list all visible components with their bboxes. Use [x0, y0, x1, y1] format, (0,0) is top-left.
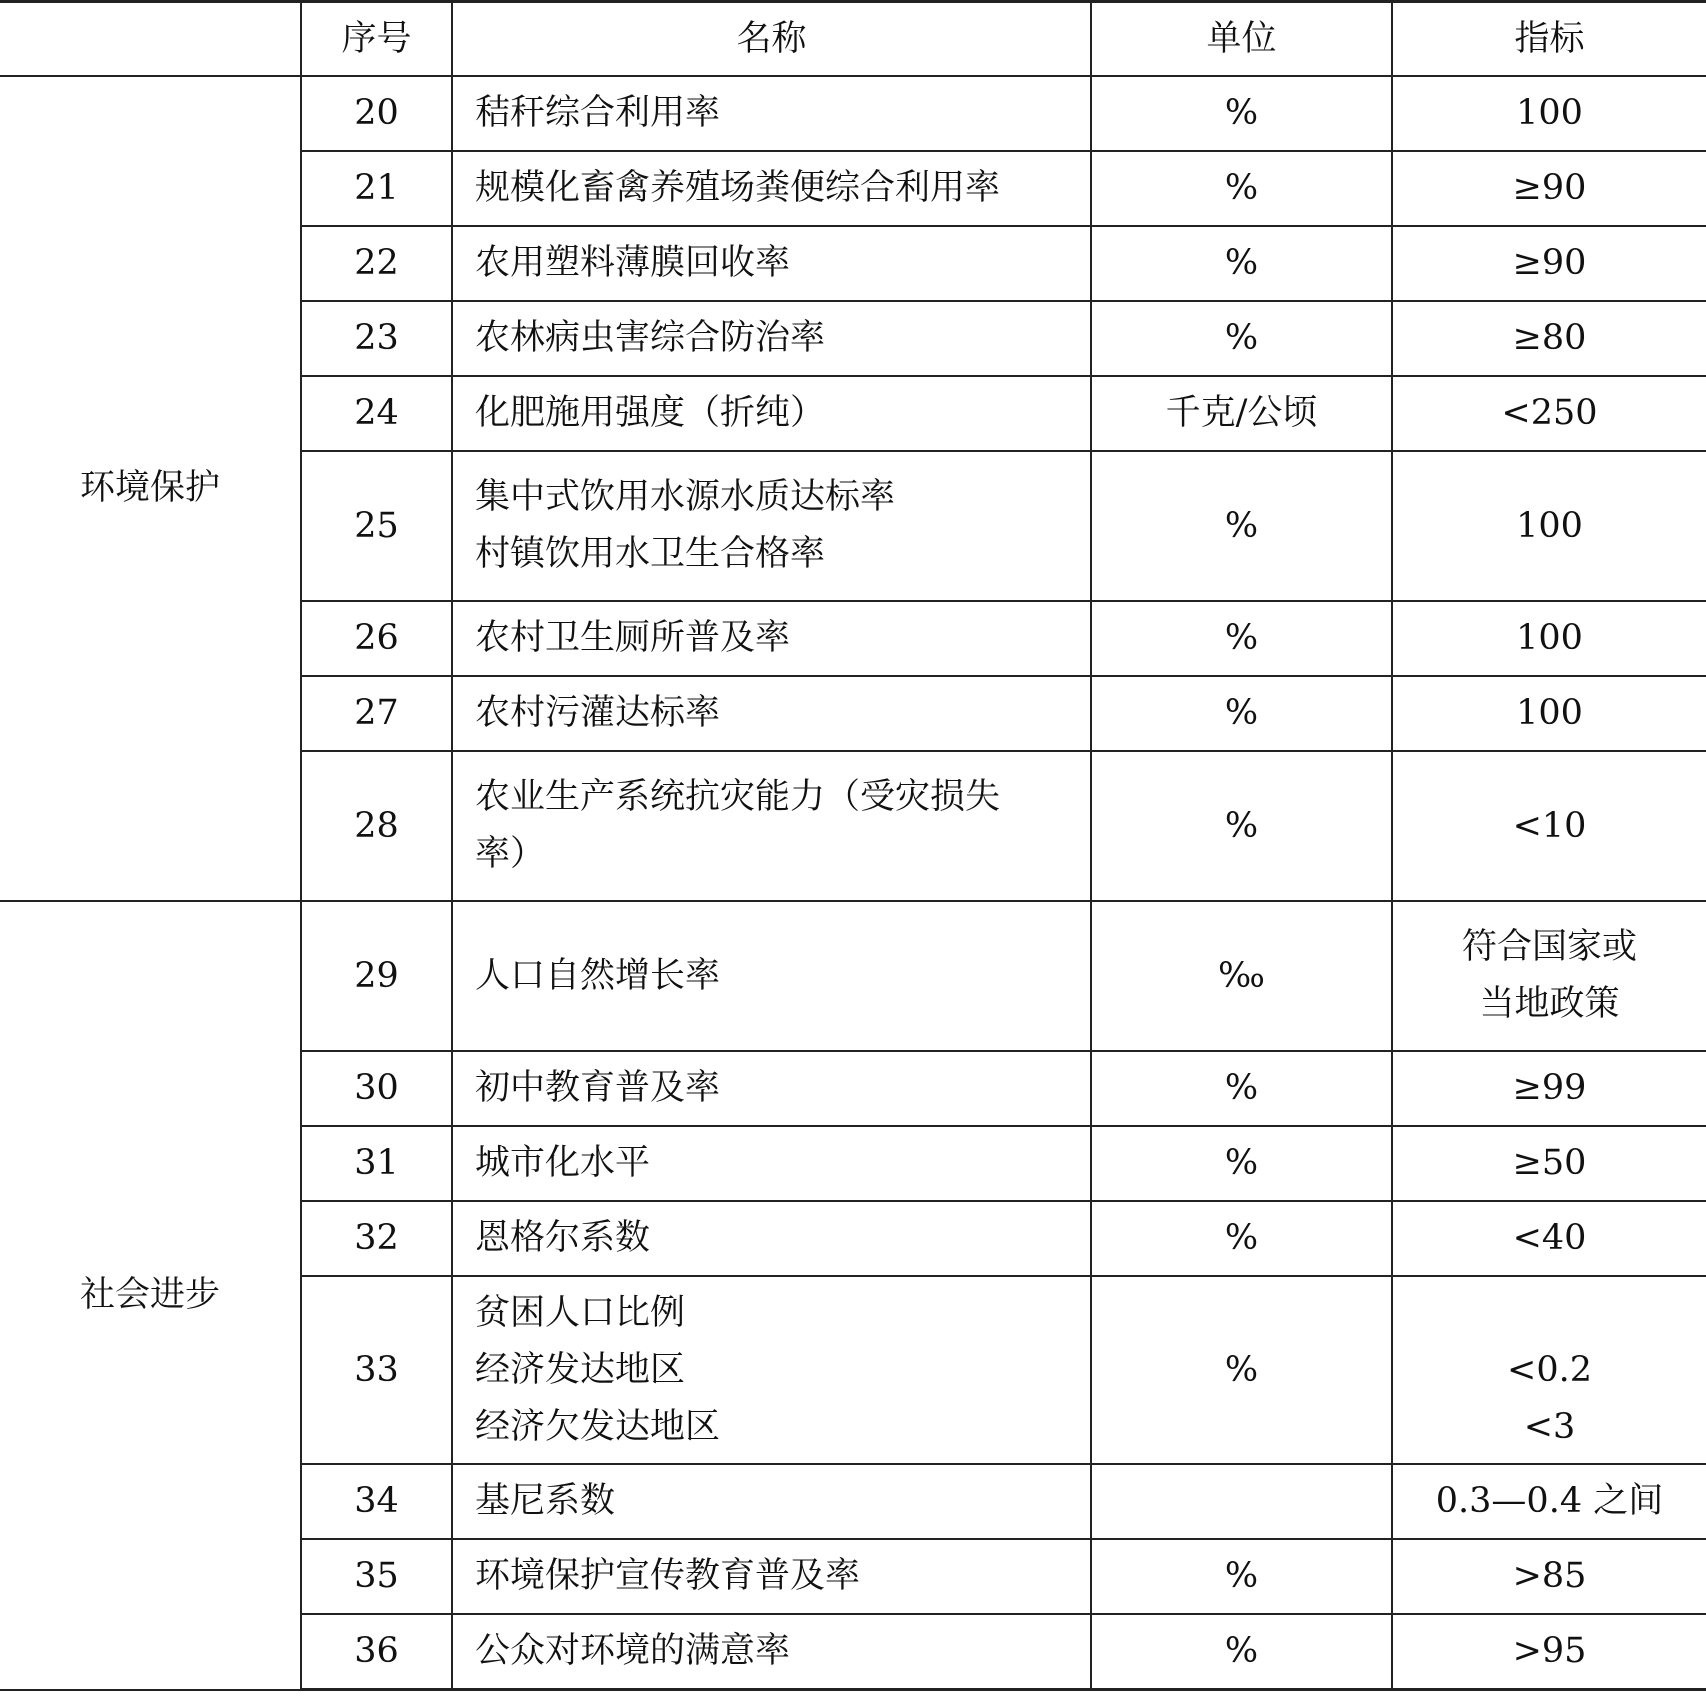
row-indicator-line: <3 [1523, 1406, 1576, 1447]
row-indicator [1392, 676, 1706, 751]
row-no: 22 [301, 226, 452, 301]
row-indicator-line: ≥50 [1512, 1143, 1587, 1183]
row-no: 23 [301, 301, 452, 376]
row-no: 34 [301, 1464, 452, 1539]
row-name [452, 301, 1091, 376]
row-name [452, 1464, 1091, 1539]
row-name-line: 化肥施用强度（折纯） [475, 393, 826, 433]
row-unit: % [1091, 1051, 1392, 1126]
row-name [452, 1201, 1091, 1276]
row-indicator [1392, 1464, 1706, 1539]
row-name [452, 1051, 1091, 1126]
table-row [0, 901, 1706, 1051]
row-name-line: 农林病虫害综合防治率 [475, 318, 826, 358]
row-unit: % [1091, 226, 1392, 301]
row-indicator-line: >95 [1512, 1631, 1587, 1671]
row-unit: % [1091, 751, 1392, 901]
row-indicator [1392, 451, 1706, 601]
row-name-line: 恩格尔系数 [475, 1218, 651, 1258]
row-indicator [1392, 226, 1706, 301]
table-row [0, 76, 1706, 151]
group-label-env: 环境保护 [0, 76, 301, 901]
row-no: 20 [301, 76, 452, 151]
row-indicator [1392, 376, 1706, 451]
row-name-line: 秸秆综合利用率 [475, 93, 721, 133]
row-no: 36 [301, 1614, 452, 1690]
row-unit: % [1091, 1539, 1392, 1614]
row-indicator [1392, 301, 1706, 376]
row-name [452, 151, 1091, 226]
row-indicator-line: <10 [1512, 805, 1587, 846]
row-no: 24 [301, 376, 452, 451]
row-name-line: 环境保护宣传教育普及率 [475, 1556, 861, 1596]
row-indicator [1392, 1539, 1706, 1614]
row-name [452, 901, 1091, 1051]
row-no: 33 [301, 1276, 452, 1464]
row-indicator-line: >85 [1512, 1556, 1587, 1596]
row-name [452, 751, 1091, 901]
row-name-line: 农村污灌达标率 [475, 693, 721, 733]
header-no: 序号 [301, 2, 452, 77]
row-unit: 千克/公顷 [1091, 376, 1392, 451]
row-indicator-line: 0.3—0.4 之间 [1435, 1481, 1664, 1521]
row-indicator [1392, 1126, 1706, 1201]
row-indicator [1392, 1201, 1706, 1276]
row-indicator-line: 100 [1516, 505, 1583, 546]
row-name [452, 1126, 1091, 1201]
row-indicator-line: ≥90 [1512, 243, 1587, 283]
row-name [452, 1276, 1091, 1464]
row-name-line: 基尼系数 [475, 1481, 616, 1521]
row-unit: % [1091, 601, 1392, 676]
row-indicator-line: ≥80 [1512, 318, 1587, 358]
row-name-line: 经济欠发达地区 [475, 1406, 721, 1447]
row-indicator [1392, 601, 1706, 676]
row-name [452, 451, 1091, 601]
row-indicator-line: <0.2 [1507, 1349, 1592, 1390]
header-row [0, 2, 1706, 77]
row-indicator [1392, 901, 1706, 1051]
row-indicator [1392, 151, 1706, 226]
row-indicator [1392, 1276, 1706, 1464]
row-unit: % [1091, 76, 1392, 151]
row-indicator-line: ≥90 [1512, 168, 1587, 208]
row-indicator [1392, 751, 1706, 901]
row-no: 28 [301, 751, 452, 901]
row-name [452, 376, 1091, 451]
row-no: 25 [301, 451, 452, 601]
row-unit: % [1091, 1201, 1392, 1276]
row-unit [1091, 1464, 1392, 1539]
row-unit: % [1091, 1276, 1392, 1464]
row-indicator-line: <250 [1501, 393, 1598, 433]
row-name [452, 1539, 1091, 1614]
row-name [452, 76, 1091, 151]
row-indicator-line: <40 [1512, 1218, 1587, 1258]
row-name [452, 601, 1091, 676]
row-name [452, 226, 1091, 301]
row-indicator-line: 100 [1516, 693, 1583, 733]
header-indicator: 指标 [1392, 2, 1706, 77]
group-label-social: 社会进步 [0, 901, 301, 1690]
row-indicator [1392, 1051, 1706, 1126]
row-no: 31 [301, 1126, 452, 1201]
row-name-line: 人口自然增长率 [475, 955, 721, 996]
row-no: 35 [301, 1539, 452, 1614]
row-no: 32 [301, 1201, 452, 1276]
header-unit: 单位 [1091, 2, 1392, 77]
row-name-line: 经济发达地区 [475, 1349, 686, 1390]
row-name-line: 城市化水平 [475, 1143, 651, 1183]
row-name-line: 贫困人口比例 [475, 1292, 686, 1333]
row-no: 30 [301, 1051, 452, 1126]
row-indicator-line: 符合国家或 [1461, 927, 1637, 967]
row-name-line: 初中教育普及率 [475, 1068, 721, 1108]
row-unit: ‰ [1091, 901, 1392, 1051]
row-name-line: 集中式饮用水源水质达标率 [475, 477, 896, 517]
row-name-line: 公众对环境的满意率 [475, 1631, 791, 1671]
row-no: 27 [301, 676, 452, 751]
row-name [452, 1614, 1091, 1690]
row-unit: % [1091, 301, 1392, 376]
row-name [452, 676, 1091, 751]
row-name-line: 规模化畜禽养殖场粪便综合利用率 [475, 168, 1001, 208]
row-unit: % [1091, 151, 1392, 226]
row-unit: % [1091, 1614, 1392, 1690]
row-no: 21 [301, 151, 452, 226]
row-indicator-line: 100 [1516, 618, 1583, 658]
row-name-line: 农用塑料薄膜回收率 [475, 243, 791, 283]
row-indicator-line: 100 [1516, 93, 1583, 133]
row-indicator-line: ≥99 [1512, 1068, 1587, 1108]
row-name-line: 农业生产系统抗灾能力（受灾损失 [475, 777, 1001, 817]
header-group [0, 2, 301, 77]
row-unit: % [1091, 451, 1392, 601]
row-indicator [1392, 76, 1706, 151]
row-name-line: 率） [475, 834, 546, 874]
row-unit: % [1091, 1126, 1392, 1201]
row-unit: % [1091, 676, 1392, 751]
row-indicator-line: 当地政策 [1479, 984, 1620, 1024]
row-no: 26 [301, 601, 452, 676]
row-no: 29 [301, 901, 452, 1051]
row-indicator [1392, 1614, 1706, 1690]
row-name-line: 农村卫生厕所普及率 [475, 618, 791, 658]
header-name: 名称 [452, 2, 1091, 77]
row-name-line: 村镇饮用水卫生合格率 [475, 534, 826, 574]
